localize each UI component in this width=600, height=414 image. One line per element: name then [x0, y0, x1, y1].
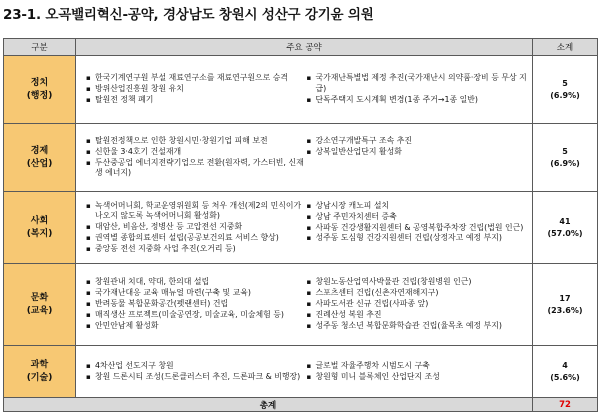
pledges-cell [76, 264, 533, 346]
header-count: 소계 [533, 39, 598, 56]
count-percent: (57.0%) [547, 228, 583, 238]
pledge-item: ▪ 진례산성 복원 추진 [307, 310, 528, 320]
total-value: 72 [533, 398, 598, 412]
pledge-item: ▪ 성주동 도심형 건강지원센터 건립(상정자고 예정 부지) [307, 233, 528, 243]
count-cell [533, 56, 598, 124]
pledge-item: ▪ 사파동 건강생활지원센터 & 공영복합주차장 건립(법원 인근) [307, 223, 528, 233]
row-society [4, 192, 598, 264]
count-value: 5 [562, 146, 568, 156]
count-cell [533, 192, 598, 264]
count-cell [533, 124, 598, 192]
row-culture [4, 264, 598, 346]
count-cell [533, 264, 598, 346]
count-value: 4 [562, 360, 568, 370]
pledge-item: ▪ 사파도서관 신규 건립(사파종 앞) [307, 299, 528, 309]
pledge-list-right [307, 360, 528, 382]
pledge-item: ▪ 글로벌 자율주행차 시범도시 구축 [307, 361, 528, 371]
pledge-item: ▪ 창원형 미니 블록체인 산업단지 조성 [307, 372, 528, 382]
pledges-cell [76, 346, 533, 398]
pledge-item: ▪ 창원관내 치대, 약대, 한의대 설립 [86, 277, 307, 287]
count-percent: (6.9%) [550, 158, 580, 168]
pledge-item: ▪ 스포츠센터 건립(신촌자연재해지구) [307, 288, 528, 298]
total-label: 총계 [4, 398, 533, 412]
pledge-list-left [86, 73, 307, 106]
pledge-item: ▪ 상남 주민자치센터 증축 [307, 212, 528, 222]
pledge-item: ▪ 두산중공업 에너지전략기업으로 전환(원자력, 가스터빈, 신재생 에너지) [86, 158, 307, 179]
pledges-cell [76, 124, 533, 192]
pledge-item: ▪ 탈원전정책으로 인한 창원시민·창원기업 피해 보전 [86, 136, 307, 146]
pledge-item: ▪ 단독주택지 도시계획 변경(1종 주거→1종 일반) [307, 95, 528, 105]
pledge-list-left [86, 277, 307, 332]
pledge-item: ▪ 상남시장 캐노피 설치 [307, 201, 528, 211]
pledge-item: ▪ 한국기계연구원 부설 재료연구소를 재료연구원으로 승격 [86, 73, 307, 83]
category-sub: (행정) [26, 90, 53, 101]
count-percent: (23.6%) [547, 305, 583, 315]
pledge-item: ▪ 상복일반산업단지 활성화 [307, 147, 528, 157]
pledge-item: ▪ 강소연구개발특구 조속 추진 [307, 136, 528, 146]
count-value: 17 [559, 293, 571, 303]
pledge-item: ▪ 신한울 3·4호기 건설재개 [86, 147, 307, 157]
pledge-table [3, 38, 598, 412]
row-politics [4, 56, 598, 124]
total-row [4, 398, 598, 412]
category-cell [4, 346, 76, 398]
category-sub: (복지) [26, 228, 53, 239]
category-name: 경제 [30, 145, 49, 156]
category-name: 사회 [30, 215, 49, 226]
pledge-item: ▪ 탈원전 정책 폐기 [86, 95, 307, 105]
page-title: 23-1. 오곡밸리혁신-공약, 경상남도 창원시 성산구 강기윤 의원 [3, 7, 374, 23]
count-cell [533, 346, 598, 398]
category-name: 정치 [30, 77, 49, 88]
row-economy [4, 124, 598, 192]
count-value: 41 [559, 216, 571, 226]
category-sub: (산업) [26, 158, 53, 169]
pledge-item: ▪ 매직생산 프로젝트(미술공연장, 미술교육, 미술체험 등) [86, 310, 307, 320]
table-header-row [4, 39, 598, 56]
category-cell [4, 124, 76, 192]
pledge-item: ▪ 안민안남제 활성화 [86, 321, 307, 331]
pledge-item: ▪ 권역별 종합의료센터 설립(공공보건의료 서비스 향상) [86, 233, 307, 243]
pledge-item: ▪ 대암산, 비음산, 정병산 등 고압전선 지중화 [86, 222, 307, 232]
pledge-item: ▪ 국가재난대응 교육 매뉴얼 마련(구축 및 교육) [86, 288, 307, 298]
category-name: 문화 [30, 292, 49, 303]
count-value: 5 [562, 78, 568, 88]
pledge-item: ▪ 국가재난특별법 제정 추진(국가재난시 의약품·장비 등 무상 지급) [307, 73, 528, 94]
row-science [4, 346, 598, 398]
category-sub: (기술) [26, 372, 53, 383]
pledges-cell [76, 56, 533, 124]
header-category: 구분 [4, 39, 76, 56]
pledge-item: ▪ 반려동물 복합문화공간(펫랜센터) 건립 [86, 299, 307, 309]
header-pledges: 주요 공약 [76, 39, 533, 56]
pledge-item: ▪ 방위산업진흥원 창원 유치 [86, 84, 307, 94]
pledge-item: ▪ 4차산업 선도지구 창원 [86, 361, 307, 371]
pledge-list-left [86, 360, 307, 382]
category-name: 과학 [30, 359, 49, 370]
pledge-list-right [307, 277, 528, 332]
category-cell [4, 56, 76, 124]
category-sub: (교육) [26, 305, 53, 316]
pledge-list-left [86, 136, 307, 180]
pledge-item: ▪ 창원노동산업역사박물관 건립(창원병원 인근) [307, 277, 528, 287]
category-cell [4, 264, 76, 346]
count-percent: (6.9%) [550, 90, 580, 100]
pledge-item: ▪ 성주동 청소년 복합문화학습관 건립(율목초 예정 부지) [307, 321, 528, 331]
pledge-list-right [307, 136, 528, 180]
count-percent: (5.6%) [550, 372, 580, 382]
pledge-item: ▪ 녹색어머니회, 학교운영위원회 등 처우 개선(제2의 민식이가 나오지 않도록 녹색어머니회 활성화) [86, 201, 307, 222]
pledge-list-right [307, 73, 528, 106]
pledge-list-left [86, 200, 307, 255]
category-cell [4, 192, 76, 264]
pledge-item: ▪ 중앙동 전선 지중화 사업 추진(오거리 등) [86, 244, 307, 254]
pledges-cell [76, 192, 533, 264]
pledge-item: ▪ 창원 드론시티 조성(드론클러스터 추진, 드론파크 & 비행장) [86, 372, 307, 382]
pledge-list-right [307, 200, 528, 255]
